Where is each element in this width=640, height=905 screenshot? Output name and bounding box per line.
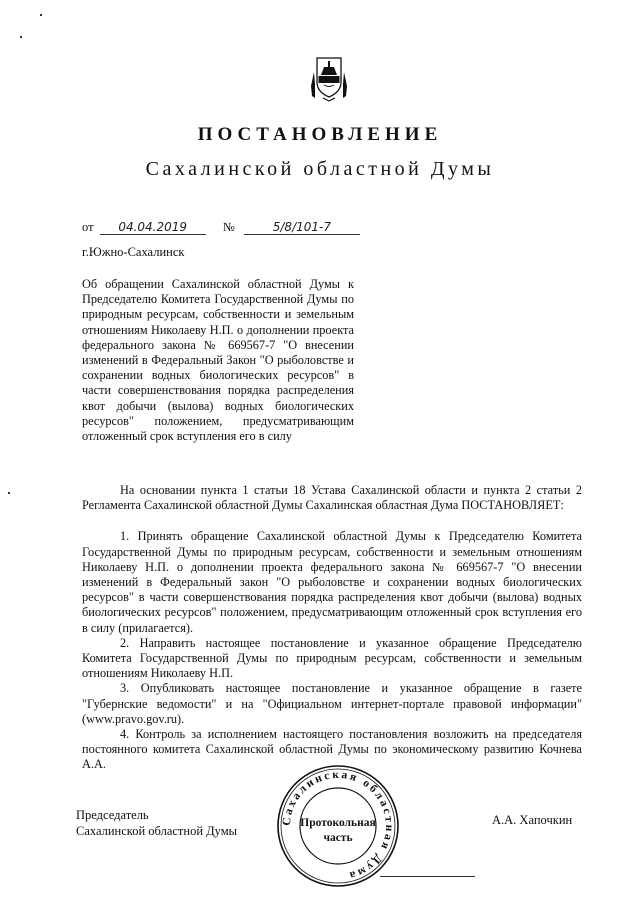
- date-value: 04.04.2019: [100, 220, 206, 235]
- scan-speck: [8, 492, 10, 494]
- date-label: от: [82, 220, 94, 234]
- resolution-item-4: 4. Контроль за исполнением настоящего постановления возложить на председателя постоянного комитета Сахалинской областной Думы по экономическому развитию Кочнева А.А.: [82, 727, 582, 772]
- stamp-center-line1: Протокольная: [300, 817, 376, 829]
- signature-line: [380, 876, 475, 877]
- scan-speck: [40, 14, 42, 16]
- signatory-name: А.А. Хапочкин: [492, 813, 573, 827]
- resolution-body: [82, 483, 582, 773]
- scan-speck: [20, 36, 22, 38]
- stamp-center-line2: часть: [323, 832, 353, 844]
- document-title: ПОСТАНОВЛЕНИЕ: [197, 124, 443, 145]
- coat-of-arms-icon: [306, 52, 352, 102]
- date-number-line: [82, 220, 360, 235]
- resolution-item-3: 3. Опубликовать настоящее постановление и указанное обращение в газете "Губернские ведомости" и на "Официальном интернет-портале правовой информации" (www.pravo.gov.ru).: [82, 681, 582, 726]
- official-stamp: [276, 764, 400, 888]
- number-label: №: [222, 220, 235, 234]
- city: г.Южно-Сахалинск: [82, 245, 185, 259]
- signatory-position-line2: Сахалинской областной Думы: [76, 824, 238, 838]
- document-subtitle: Сахалинской областной Думы: [145, 158, 495, 180]
- signatory-position: [76, 807, 237, 839]
- preamble: На основании пункта 1 статьи 18 Устава Сахалинской области и пункта 2 статьи 2 Регламента Сахалинской областной Думы Сахалинская областная Дума ПОСТАНОВЛЯЕТ:: [82, 483, 582, 513]
- stamp-ring-text: Сахалинская областная Дума: [280, 768, 396, 883]
- signatory-position-line1: Председатель: [76, 808, 149, 822]
- resolution-item-1: 1. Принять обращение Сахалинской областной Думы к Председателю Комитета Государственной Думы по природным ресурсам, собственности и земельным отношениям Николаеву Н.П. о дополнении проекта федерального закона № 669567-7 "О внесении изменений в Федеральный закон "О рыболовстве и сохранении водных биологических ресурсов" в части совершенствования порядка распределения квот добычи (вылова) водных биологических ресурсов" положением, предусматривающим отложенный срок вступления его в силу (прилагается).: [82, 529, 582, 635]
- subject-heading: Об обращении Сахалинской областной Думы к Председателю Комитета Государственной Думы по природным ресурсам, собственности и земельным отношениям Николаеву Н.П. о дополнении проекта федерального закона № 669567-7 "О внесении изменений в Федеральный Закон "О рыболовстве и сохранении водных биологических ресурсов" в части совершенствования порядка распределения квот добычи (вылова) водных биологических ресурсов" положением, предусматривающим отложенный срок вступления его в силу: [82, 277, 354, 444]
- resolution-item-2: 2. Направить настоящее постановление и указанное обращение Председателю Комитета Государственной Думы по природным ресурсам, собственности и земельным отношениям Николаеву Н.П.: [82, 635, 582, 681]
- number-value: 5/8/101-7: [244, 220, 360, 235]
